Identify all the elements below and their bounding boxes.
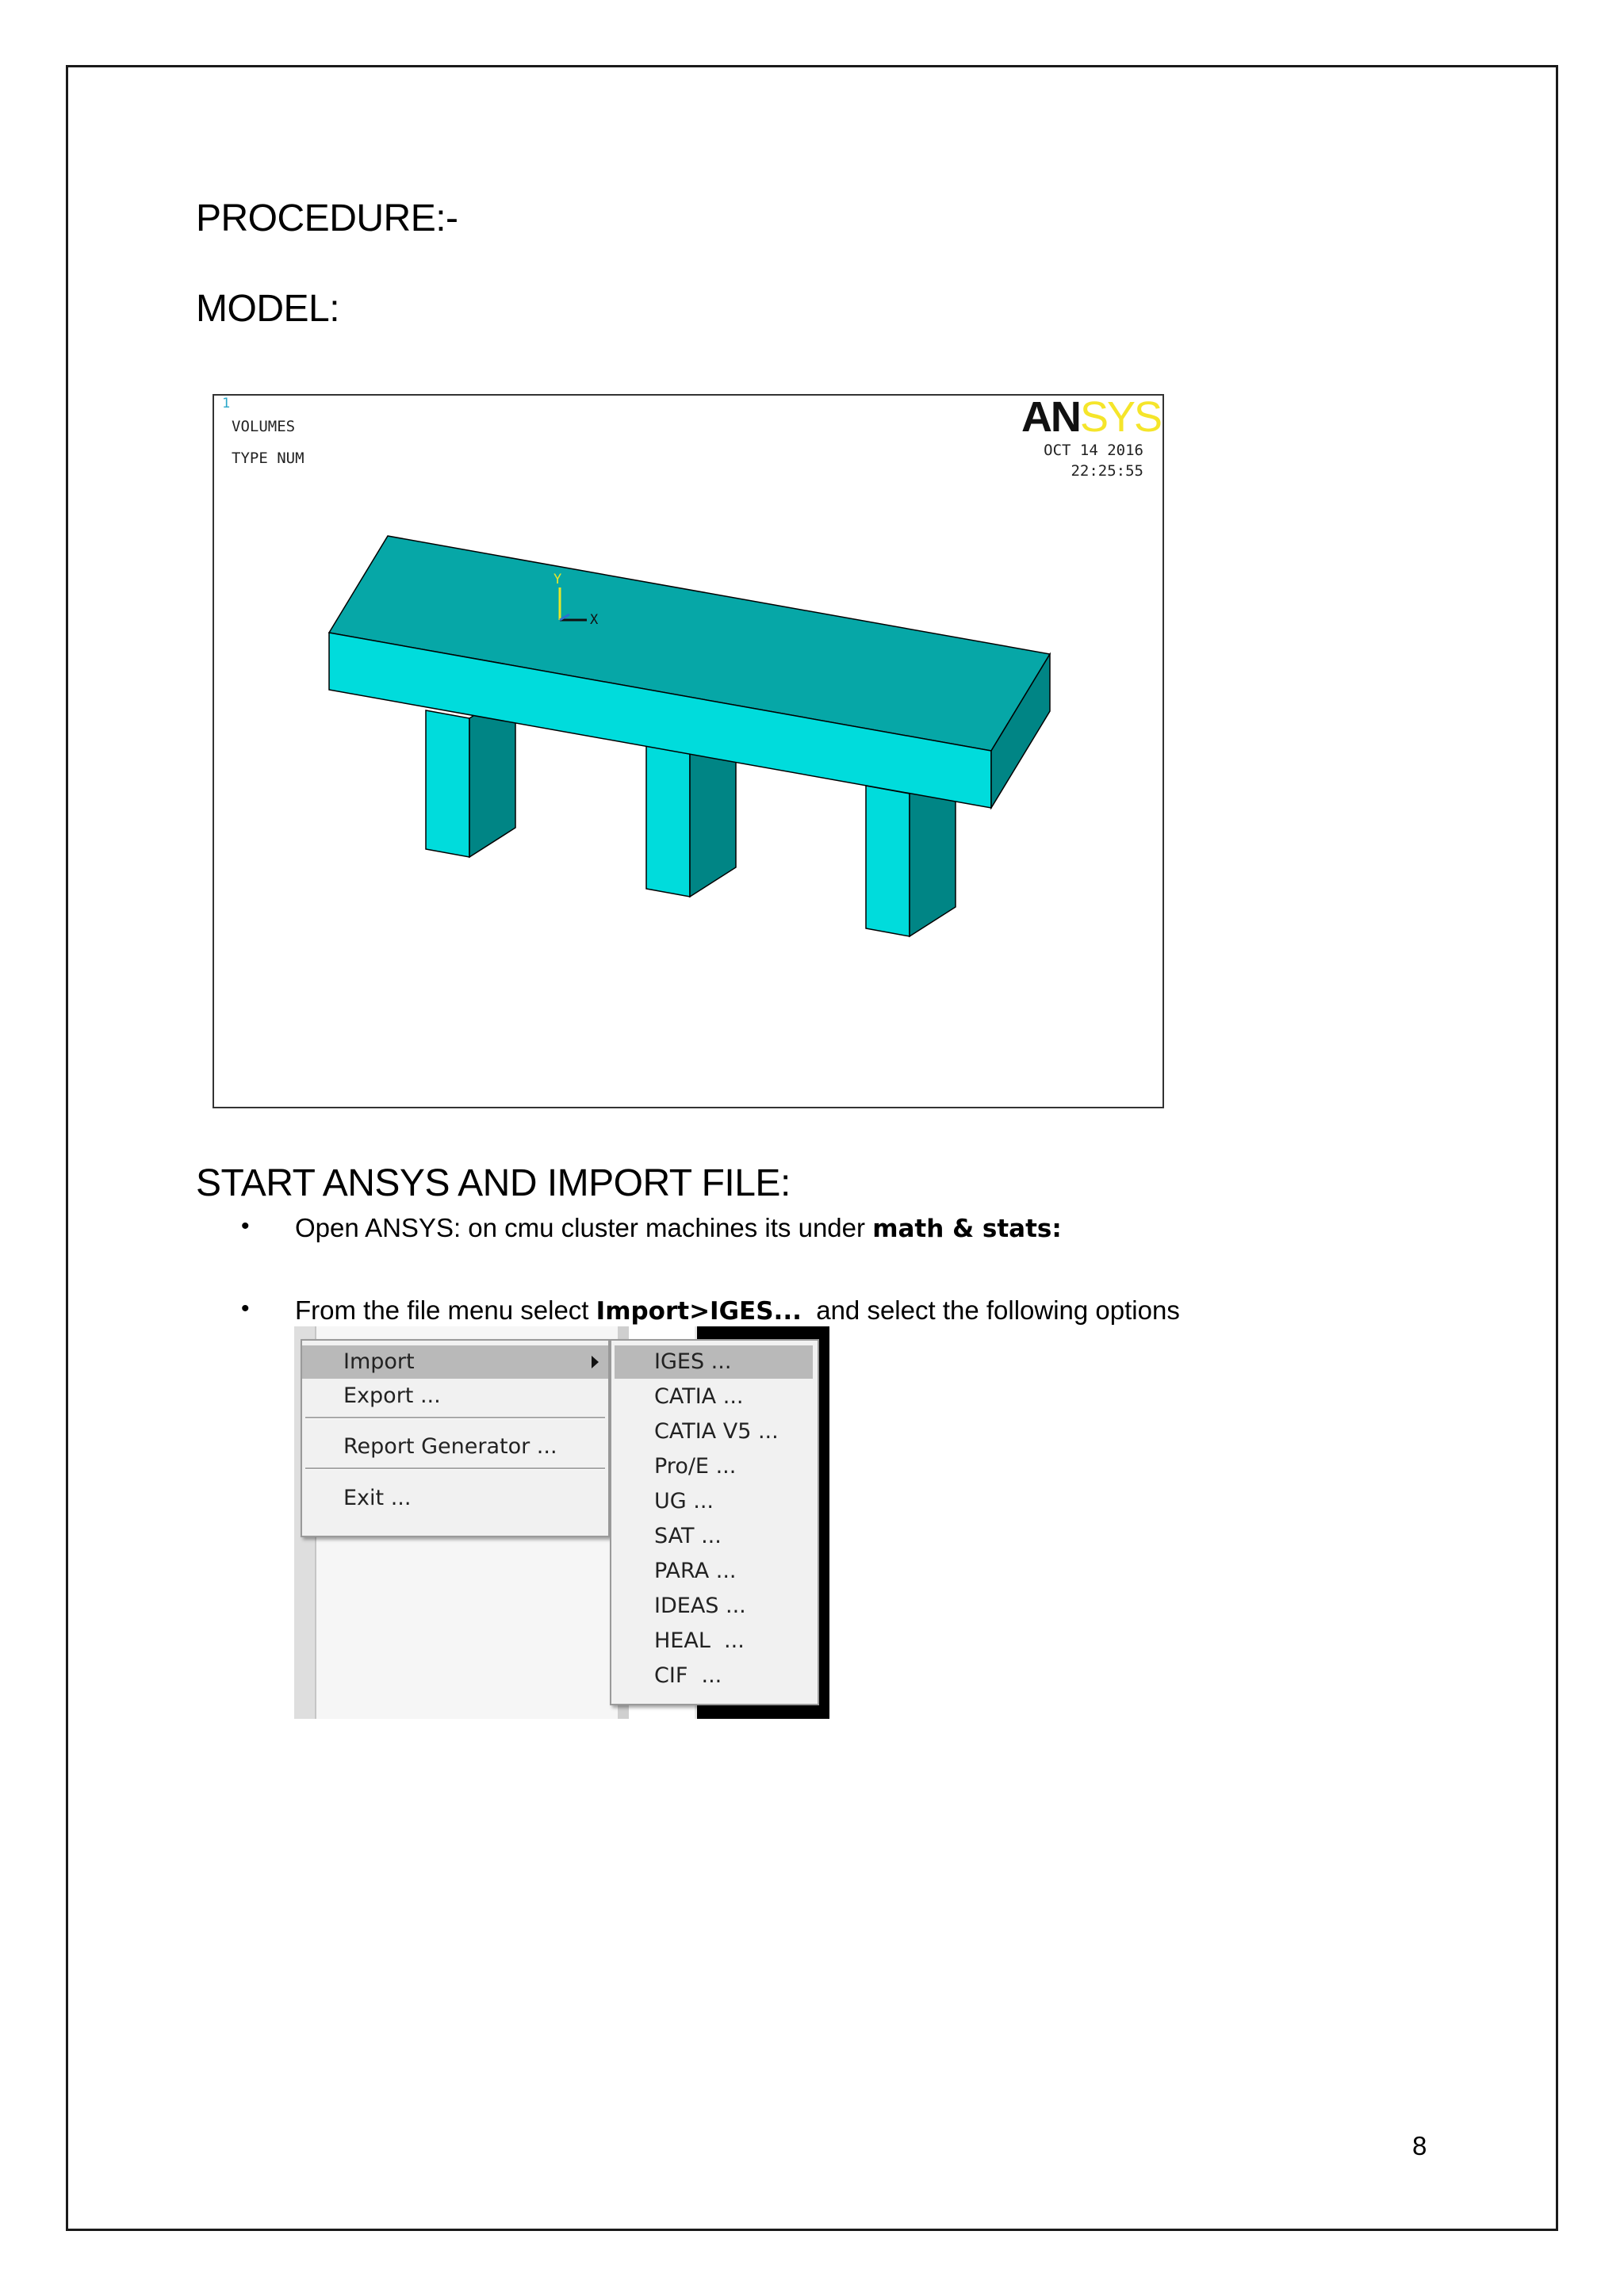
ansys-model-figure <box>213 394 1164 1108</box>
window-number: 1 <box>222 396 231 411</box>
menu-item-label: Exit ... <box>343 1486 412 1510</box>
submenu-item-label: CATIA ... <box>654 1384 744 1409</box>
bullet-bold-term: math & stats: <box>872 1215 1062 1243</box>
heading-model: MODEL: <box>196 288 340 330</box>
bullet-text: Open ANSYS: on cmu cluster machines its under <box>295 1213 873 1242</box>
label-volumes: VOLUMES <box>232 418 296 435</box>
menu-item-import[interactable] <box>302 1345 608 1379</box>
menu-item-export[interactable] <box>302 1380 608 1413</box>
label-type-num: TYPE NUM <box>232 450 304 467</box>
heading-procedure: PROCEDURE:- <box>196 197 458 239</box>
menu-item-report-generator[interactable] <box>302 1430 608 1464</box>
logo-sys: SYS <box>1079 394 1161 441</box>
bullet-text-tail: and select the following options <box>801 1295 1180 1325</box>
menu-item-exit[interactable] <box>302 1482 608 1515</box>
model-volumes-drawing <box>214 396 1162 1107</box>
bullet-dot-icon: • <box>241 1295 250 1322</box>
submenu-item-heal[interactable] <box>615 1624 813 1658</box>
label-time: 22:25:55 <box>1071 462 1143 480</box>
axis-x-label: X <box>590 612 599 628</box>
menu-item-label: Report Generator ... <box>343 1434 557 1459</box>
list-item-text <box>295 1295 1180 1326</box>
bullet-text: From the file menu select <box>295 1295 596 1325</box>
menu-separator <box>305 1468 605 1470</box>
submenu-item-sat[interactable] <box>615 1520 813 1553</box>
submenu-item-label: Pro/E ... <box>654 1454 737 1479</box>
submenu-item-ideas[interactable] <box>615 1590 813 1623</box>
submenu-item-iges[interactable] <box>615 1345 813 1379</box>
submenu-item-catia-v5[interactable] <box>615 1415 813 1448</box>
submenu-item-ug[interactable] <box>615 1485 813 1518</box>
page-border <box>66 65 1558 2231</box>
menu-separator <box>305 1417 605 1419</box>
submenu-item-label: HEAL ... <box>654 1628 745 1653</box>
file-menu <box>301 1339 610 1537</box>
submenu-item-label: CIF ... <box>654 1663 722 1688</box>
axis-y-label: Y <box>553 572 562 587</box>
submenu-item-para[interactable] <box>615 1555 813 1588</box>
submenu-arrow-icon <box>592 1356 599 1368</box>
submenu-item-label: CATIA V5 ... <box>654 1419 779 1444</box>
menu-item-label: Import <box>343 1349 415 1374</box>
submenu-item-label: SAT ... <box>654 1524 722 1548</box>
logo-an: AN <box>1021 394 1080 441</box>
submenu-item-label: IDEAS ... <box>654 1594 746 1618</box>
list-item-text <box>295 1213 1062 1243</box>
page-number: 8 <box>1412 2131 1427 2160</box>
import-submenu <box>610 1339 819 1705</box>
submenu-item-cif[interactable] <box>615 1659 813 1693</box>
label-date: OCT 14 2016 <box>1044 442 1143 459</box>
submenu-item-label: IGES ... <box>654 1349 732 1374</box>
file-menu-screenshot <box>294 1326 829 1719</box>
submenu-item-label: PARA ... <box>654 1559 737 1583</box>
bullet-bold-term: Import>IGES... <box>596 1297 802 1326</box>
submenu-item-label: UG ... <box>654 1489 714 1513</box>
submenu-item-proe[interactable] <box>615 1450 813 1483</box>
heading-start-ansys: START ANSYS AND IMPORT FILE: <box>196 1162 791 1204</box>
bullet-dot-icon: • <box>241 1213 250 1239</box>
submenu-item-catia[interactable] <box>615 1380 813 1414</box>
menu-item-label: Export ... <box>343 1383 441 1408</box>
